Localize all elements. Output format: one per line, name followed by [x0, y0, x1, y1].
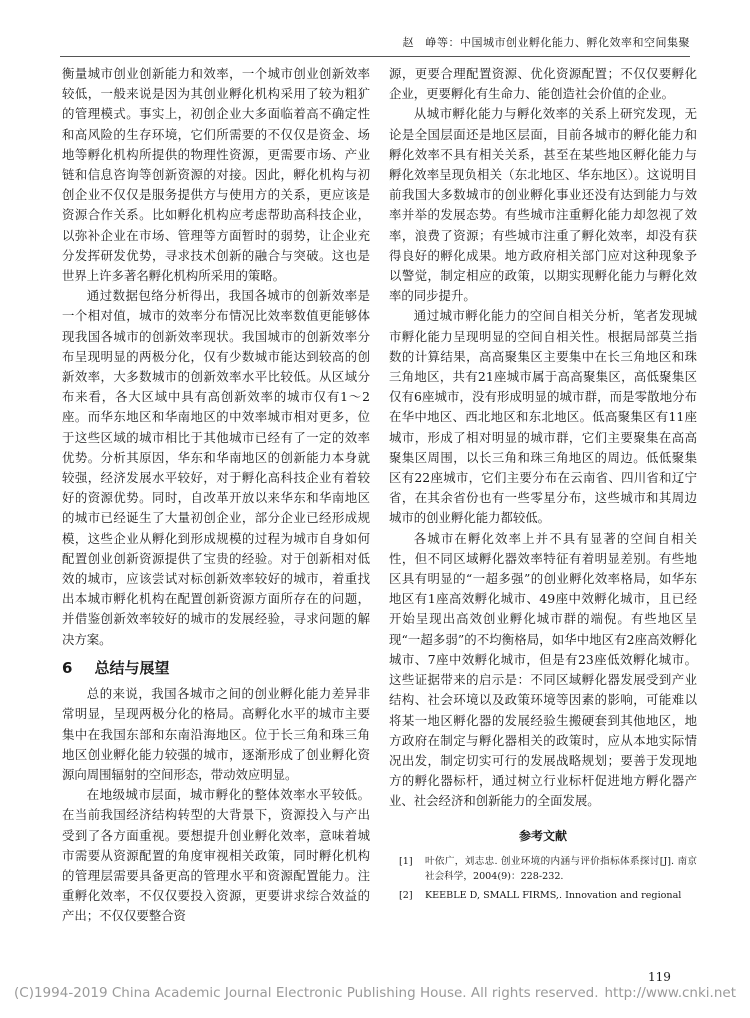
- running-title: 赵 峥等：中国城市创业孵化能力、孵化效率和空间集聚: [402, 36, 690, 49]
- reference-text: KEEBLE D, SMALL FIRMS,. Innovation and regional: [425, 889, 682, 901]
- reference-number: [2]: [399, 889, 413, 901]
- footer-url: http://www.cnki.net: [604, 985, 736, 1001]
- section-heading: [62, 658, 370, 678]
- section-title: 总结与展望: [94, 658, 170, 677]
- copyright-footer: [0, 985, 750, 1007]
- right-paragraph-1: 源，更要合理配置资源、优化资源配置；不仅仅要孵化企业，更要孵化有生命力、能创造社会价值的企业。: [389, 66, 697, 102]
- references-list: [389, 854, 697, 903]
- reference-item: [389, 888, 697, 903]
- running-header: [60, 34, 690, 57]
- right-column: [389, 64, 697, 907]
- section-number: 6: [62, 658, 73, 677]
- left-paragraph-4: 在地级城市层面，城市孵化的整体效率水平较低。在当前我国经济结构转型的大背景下，资源投入与产出受到了各方面重视。要想提升创业孵化效率，意味着城市需要从资源配置的角度审视相关政策，同时孵化机构的管理层需要具备更高的管理水平和资源配置能力。注重孵化效率，不仅仅要投入资源，更要讲求综合效益的产出；不仅仅要整合资: [62, 787, 370, 924]
- page-number: 119: [648, 970, 671, 984]
- right-paragraph-4: 各城市在孵化效率上并不具有显著的空间自相关性，但不同区域孵化器效率特征有着明显差别。有些地区具有明显的“一超多强”的创业孵化效率格局，如华东地区有1座高效孵化城市、49座中效孵化城市，且已经开始呈现出高效创业孵化城市群的端倪。有些地区呈现“一超多弱”的不均衡格局，如华中地区有2座高效孵化城市、7座中效孵化城市，但是有23座低效孵化城市。这些证据带来的启示是：不同区域孵化器发展受到产业结构、社会环境以及政策环境等因素的影响，可能难以将某一地区孵化器的发展经验生搬硬套到其他地区，地方政府在制定与孵化器相关的政策时，应从本地实际情况出发，制定切实可行的发展战略规划；要善于发现地方的孵化器标杆，通过树立行业标杆促进地方孵化器产业、社会经济和创新能力的全面发展。: [389, 530, 697, 809]
- reference-number: [1]: [399, 855, 413, 867]
- left-paragraph-2: 通过数据包络分析得出，我国各城市的创新效率是一个相对值，城市的效率分布情况比效率数值更能够体现我国各城市的创新效率现状。我国城市的创新效率分布呈现明显的两极分化，仅有少数城市能达到较高的创新效率，大多数城市的创新效率水平比较低。从区域分布来看，各大区域中具有高创新效率的城市仅有1～2座。而华东地区和华南地区的中效率城市相对更多，位于这些区域的城市相比于其他城市已经有了一定的效率优势。分析其原因，华东和华南地区的创新能力本身就较强，经济发展水平较好，对于孵化高科技企业有着较好的资源优势。同时，自改革开放以来华东和华南地区的城市已经诞生了大量初创企业，部分企业已经形成规模，这些企业从孵化到形成规模的过程为城市自身如何配置创业创新资源提供了宝贵的经验。对于创新相对低效的城市，应该尝试对标创新效率较好的城市，着重找出本城市孵化机构在配置创新资源方面所存在的问题，并借鉴创新效率较好的城市的发展经验，寻求问题的解决方案。: [62, 288, 370, 647]
- copyright-text: (C)1994-2019 China Academic Journal Electronic Publishing House. All rights reserved.: [14, 985, 599, 1001]
- right-paragraph-2: 从城市孵化能力与孵化效率的关系上研究发现，无论是全国层面还是地区层面，目前各城市的孵化能力和孵化效率不具有相关关系，甚至在某些地区孵化能力与孵化效率呈现负相关（东北地区、华东地区）。这说明目前我国大多数城市的创业孵化事业还没有达到能力与效率并举的发展态势。有些城市注重孵化能力却忽视了效率，浪费了资源；有些城市注重了孵化效率，却没有获得良好的孵化成果。地方政府相关部门应对这种现象予以警觉，制定相应的政策，以期实现孵化能力与孵化效率的同步提升。: [389, 106, 697, 304]
- references-title: 参考文献: [518, 828, 567, 843]
- left-column: [62, 64, 370, 927]
- left-paragraph-1: 衡量城市创业创新能力和效率，一个城市创业创新效率较低，一般来说是因为其创业孵化机构采用了较为粗犷的管理模式。事实上，初创企业大多面临着高不确定性和高风险的生存环境，它们所需要的不仅仅是资金、场地等孵化机构所提供的物理性资源，更需要市场、产业链和信息咨询等创新资源的对接。因此，孵化机构与初创企业不仅仅是服务提供方与使用方的关系，更应该是资源合作关系。比如孵化机构应考虑帮助高科技企业，以弥补企业在市场、管理等方面暂时的弱势，让企业充分发挥研发优势，寻求技术创新的融合与突破。这也是世界上许多著名孵化机构所采用的策略。: [62, 66, 370, 284]
- left-paragraph-3: 总的来说，我国各城市之间的创业孵化能力差异非常明显，呈现两极分化的格局。高孵化水平的城市主要集中在我国东部和东南沿海地区。位于长三角和珠三角地区创业孵化能力较强的城市，逐渐形成了创业孵化资源向周围辐射的空间形态，带动效应明显。: [62, 686, 370, 782]
- reference-text: 叶依广，刘志忠. 创业环境的内涵与评价指标体系探讨[J]. 南京社会科学，2004(9)：228-232.: [425, 855, 697, 882]
- right-paragraph-3: 通过城市孵化能力的空间自相关分析，笔者发现城市孵化能力呈现明显的空间自相关性。根据局部莫兰指数的计算结果，高高聚集区主要集中在长三角地区和珠三角地区，共有21座城市属于高高聚集区，高低聚集区仅有6座城市，没有形成明显的城市群，而是零散地分布在华中地区、西北地区和东北地区。低高聚集区有11座城市，形成了相对明显的城市群，它们主要聚集在高高聚集区周围，以长三角和珠三角地区的周边。低低聚集区有22座城市，它们主要分布在云南省、四川省和辽宁省，在其余省份也有一些零星分布，这些城市和其周边城市的创业孵化能力都较低。: [389, 308, 697, 526]
- reference-item: [389, 854, 697, 884]
